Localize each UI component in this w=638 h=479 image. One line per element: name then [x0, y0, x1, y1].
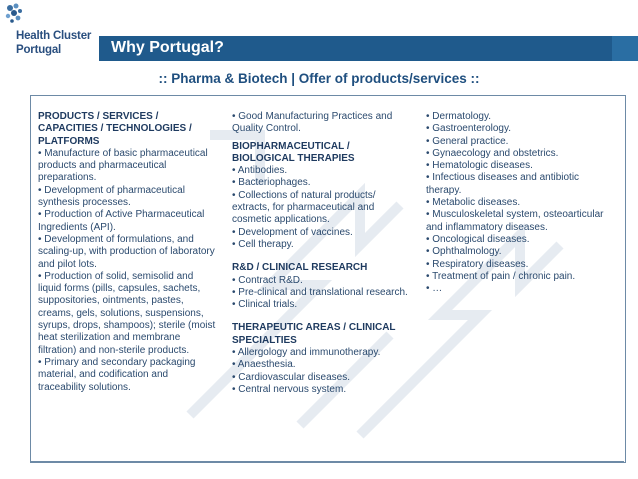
list-item: • Respiratory diseases.: [426, 258, 529, 270]
title-bar: [99, 36, 638, 61]
section-subtitle: :: Pharma & Biotech | Offer of products/services ::: [158, 71, 480, 86]
list-item: • Clinical trials.: [232, 299, 298, 311]
column-heading: PRODUCTS / SERVICES / CAPACITIES / TECHNOLOGIES / PLATFORMS: [38, 111, 192, 147]
list-item: • Dermatology.: [426, 111, 492, 122]
column-products-services: [38, 111, 218, 394]
list-item: • Treatment of pain / chronic pain.: [426, 270, 576, 282]
list-item: • Production of solid, semisolid and liquid forms (pills, capsules, sachets, suppositories, ointments, pastes, creams, gels, solutions, suspensions, syrups, drops, shampoos); sterile (moist heat sterilization and membrane filtration) and non-sterile products.: [38, 270, 216, 356]
section-heading: R&D / CLINICAL RESEARCH: [232, 262, 368, 274]
list-item: • Bacteriophages.: [232, 177, 311, 189]
list-item: • Gastroenterology.: [426, 123, 512, 135]
list-item: • Pre-clinical and translational research.: [232, 286, 408, 298]
list-item: • Ophthalmology.: [426, 246, 502, 258]
column-gmp-biopharma: [232, 111, 412, 396]
list-item: • Infectious diseases and antibiotic therapy.: [426, 172, 580, 196]
logo-text-line2: Portugal: [16, 44, 62, 56]
list-item: • Manufacture of basic pharmaceutical products and pharmaceutical preparations.: [38, 147, 208, 184]
frame-bottom-rule: [30, 461, 624, 463]
page-title: Why Portugal?: [111, 39, 224, 56]
list-item: • Cell therapy.: [232, 238, 294, 250]
list-item: • Musculoskeletal system, osteoarticular and inflammatory diseases.: [426, 209, 604, 233]
list-item: • Anaesthesia.: [232, 359, 296, 371]
title-bar-accent: [612, 36, 638, 61]
list-item: • Antibodies.: [232, 165, 288, 177]
list-item: • Development of vaccines.: [232, 226, 353, 238]
list-item: • Development of pharmaceutical synthesis processes.: [38, 184, 185, 209]
list-item: • …: [426, 283, 443, 295]
list-item: • Central nervous system.: [232, 383, 347, 395]
list-item: • General practice.: [426, 135, 509, 147]
list-item: • Gynaecology and obstetrics.: [426, 147, 559, 159]
list-item: • Metabolic diseases.: [426, 197, 521, 209]
logo-text-line1: Health Cluster: [16, 30, 92, 42]
list-item: • Hematologic diseases.: [426, 160, 533, 172]
list-item: • Collections of natural products/ extracts, for pharmaceutical and cosmetic applications.: [232, 189, 376, 226]
section-heading: BIOPHARMACEUTICAL / BIOLOGICAL THERAPIES: [232, 140, 355, 164]
logo-dots-icon: [4, 2, 44, 28]
list-item: • Oncological diseases.: [426, 233, 530, 245]
list-item: • Cardiovascular diseases.: [232, 371, 350, 383]
list-item: • Good Manufacturing Practices and Quality Control.: [232, 111, 393, 135]
section-heading: THERAPEUTIC AREAS / CLINICAL SPECIALTIES: [232, 322, 396, 346]
column-therapeutic-areas: [426, 111, 616, 295]
list-item: • Development of formulations, and scaling-up, with production of laboratory and pilot lots.: [38, 233, 215, 270]
list-item: • Allergology and immunotherapy.: [232, 347, 381, 359]
health-cluster-logo: [4, 2, 114, 62]
list-item: • Production of Active Pharmaceutical Ingredients (API).: [38, 209, 205, 233]
list-item: • Primary and secondary packaging material, and codification and traceability solutions.: [38, 356, 196, 393]
list-item: • Contract R&D.: [232, 274, 303, 286]
